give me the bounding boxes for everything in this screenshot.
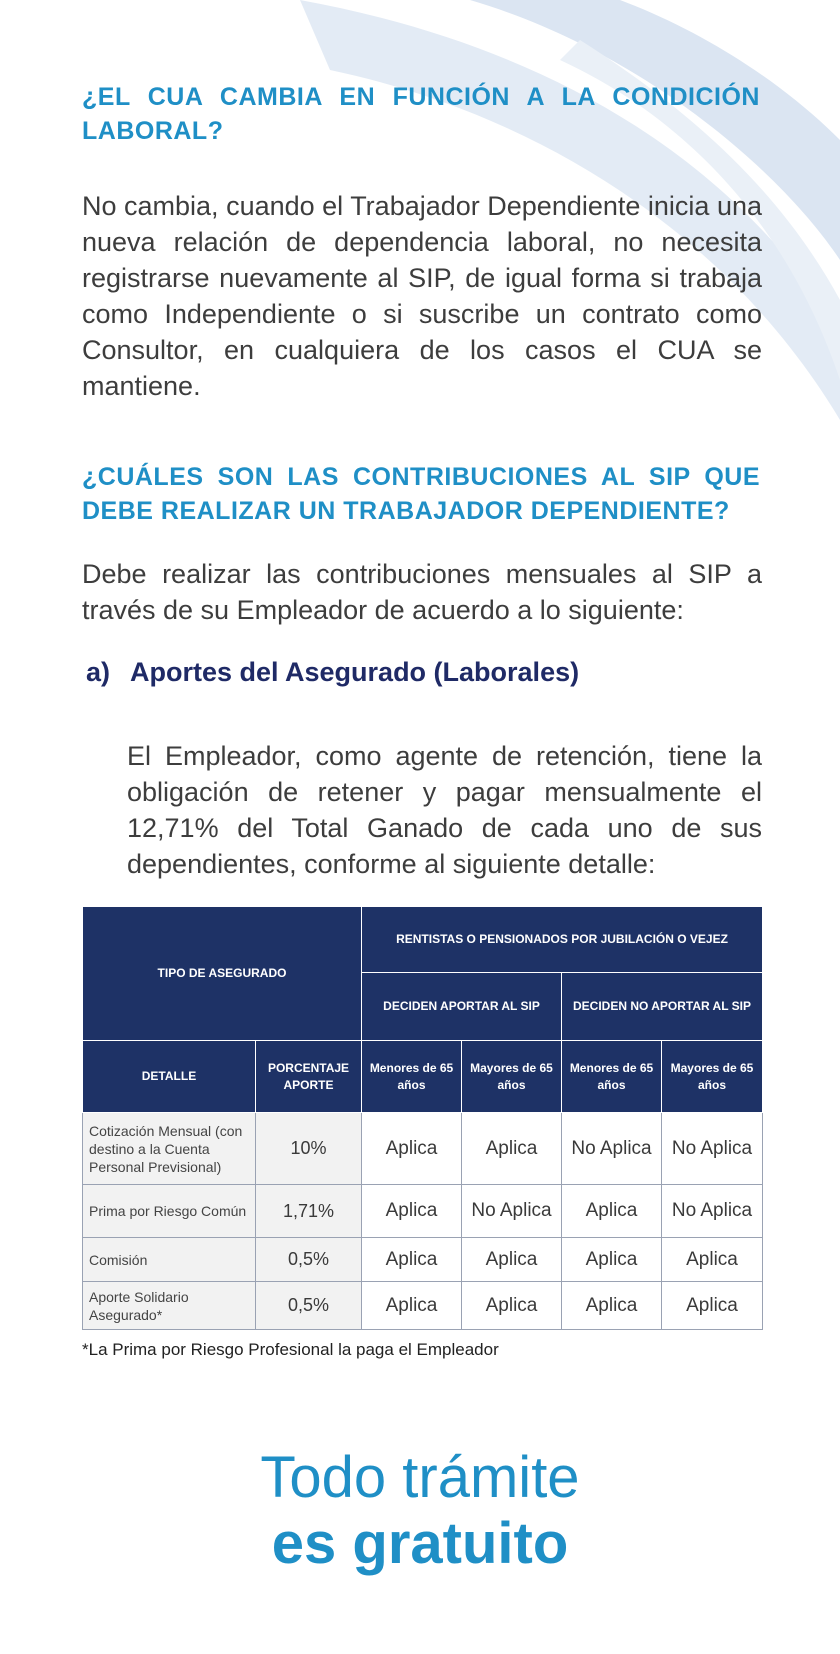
subheading-title: Aportes del Asegurado (Laborales)	[130, 657, 580, 687]
header-menores-no-aportar: Menores de 65 años	[562, 1041, 662, 1113]
cell-mayores-no-aportar: Aplica	[662, 1282, 763, 1330]
header-mayores-aportar: Mayores de 65 años	[462, 1041, 562, 1113]
cell-detalle: Prima por Riesgo Común	[83, 1185, 256, 1238]
subheading-letter: a)	[86, 657, 111, 687]
header-menores-aportar: Menores de 65 años	[362, 1041, 462, 1113]
cell-menores-aportar: Aplica	[362, 1185, 462, 1238]
cell-menores-no-aportar: No Aplica	[562, 1113, 662, 1185]
heading-cua-cambia: ¿EL CUA CAMBIA EN FUNCIÓN A LA CONDICIÓN LABORAL?	[82, 83, 760, 145]
slogan-todo-tramite-gratuito	[0, 1445, 840, 1577]
footnote-prima-riesgo: *La Prima por Riesgo Profesional la paga el Empleador	[82, 1340, 499, 1359]
cell-mayores-no-aportar: No Aplica	[662, 1113, 763, 1185]
slogan-prefix: es	[271, 1511, 337, 1576]
paragraph-cua-mantiene: No cambia, cuando el Trabajador Dependiente inicia una nueva relación de dependencia laboral, no necesita registrarse nuevamente al SIP, de igual forma si trabaja como Independiente o si suscribe un contrato como Consultor, en cualquiera de los casos el CUA se mantiene.	[82, 191, 762, 401]
slogan-line-2	[0, 1511, 840, 1577]
cell-detalle: Aporte Solidario Asegurado*	[83, 1282, 256, 1330]
cell-mayores-aportar: Aplica	[462, 1113, 562, 1185]
cell-mayores-no-aportar: No Aplica	[662, 1185, 763, 1238]
header-tipo-asegurado: TIPO DE ASEGURADO	[83, 907, 362, 1041]
aportes-table	[82, 906, 763, 1330]
subheading-aportes-asegurado	[86, 657, 579, 688]
table-row	[83, 1113, 763, 1185]
cell-mayores-aportar: Aplica	[462, 1282, 562, 1330]
table-row	[83, 1185, 763, 1238]
cell-porcentaje: 0,5%	[256, 1238, 362, 1282]
cell-menores-no-aportar: Aplica	[562, 1185, 662, 1238]
cell-porcentaje: 0,5%	[256, 1282, 362, 1330]
cell-mayores-aportar: Aplica	[462, 1238, 562, 1282]
cell-detalle: Cotización Mensual (con destino a la Cuenta Personal Previsional)	[83, 1113, 256, 1185]
cell-menores-no-aportar: Aplica	[562, 1238, 662, 1282]
cell-menores-aportar: Aplica	[362, 1238, 462, 1282]
cell-detalle: Comisión	[83, 1238, 256, 1282]
table-row	[83, 1238, 763, 1282]
cell-mayores-no-aportar: Aplica	[662, 1238, 763, 1282]
heading-contribuciones: ¿CUÁLES SON LAS CONTRIBUCIONES AL SIP QUE DEBE REALIZAR UN TRABAJADOR DEPENDIENTE?	[82, 463, 760, 525]
header-deciden-no-aportar: DECIDEN NO APORTAR AL SIP	[562, 973, 763, 1041]
cell-menores-aportar: Aplica	[362, 1282, 462, 1330]
header-deciden-aportar: DECIDEN APORTAR AL SIP	[362, 973, 562, 1041]
slogan-line-1: Todo trámite	[260, 1445, 580, 1510]
header-mayores-no-aportar: Mayores de 65 años	[662, 1041, 763, 1113]
cell-porcentaje: 10%	[256, 1113, 362, 1185]
cell-mayores-aportar: No Aplica	[462, 1185, 562, 1238]
cell-menores-aportar: Aplica	[362, 1113, 462, 1185]
slogan-bold-word: gratuito	[352, 1511, 569, 1576]
cell-menores-no-aportar: Aplica	[562, 1282, 662, 1330]
table-row	[83, 1282, 763, 1330]
header-rentistas: RENTISTAS O PENSIONADOS POR JUBILACIÓN O VEJEZ	[362, 907, 763, 973]
paragraph-contribuciones: Debe realizar las contribuciones mensuales al SIP a través de su Empleador de acuerdo a lo siguiente:	[82, 559, 762, 625]
paragraph-empleador-retencion: El Empleador, como agente de retención, tiene la obligación de retener y pagar mensualmente el 12,71% del Total Ganado de cada uno de sus dependientes, conforme al siguiente detalle:	[127, 741, 762, 879]
cell-porcentaje: 1,71%	[256, 1185, 362, 1238]
header-detalle: DETALLE	[83, 1041, 256, 1113]
header-porcentaje-aporte: PORCENTAJE APORTE	[256, 1041, 362, 1113]
